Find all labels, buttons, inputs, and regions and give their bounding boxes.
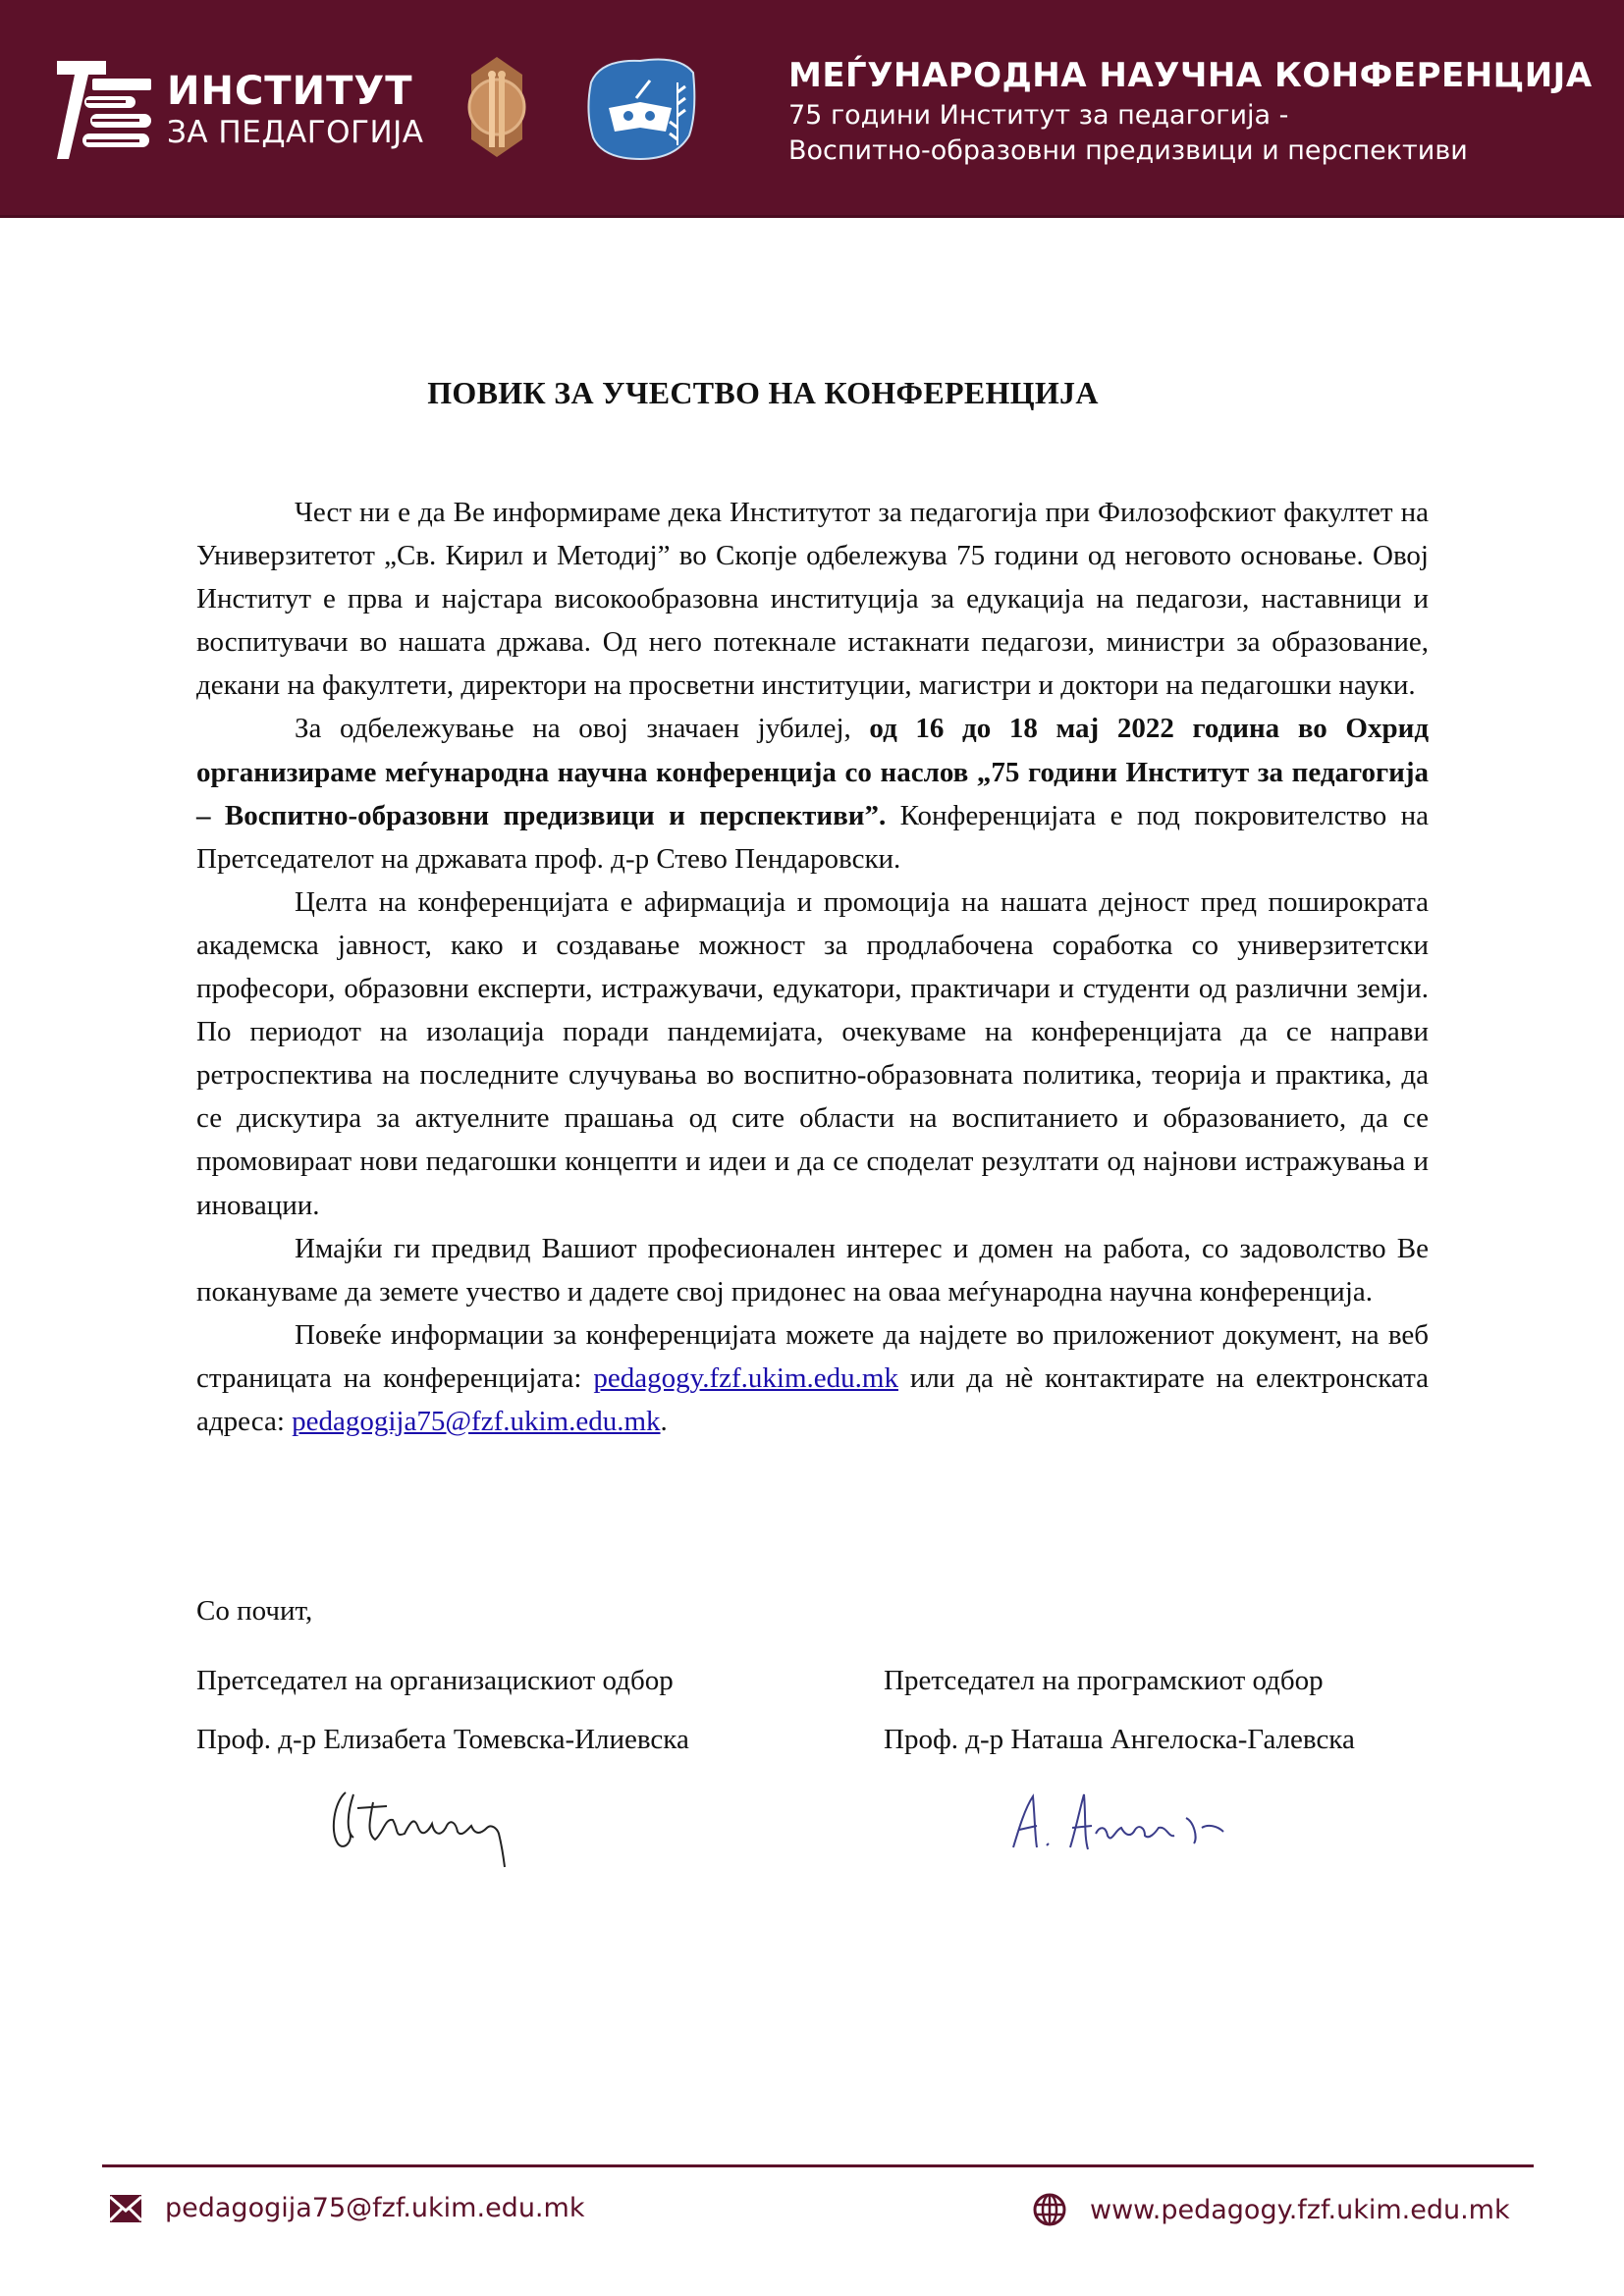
- document-title-text: ПОВИК ЗА УЧЕСТВО НА КОНФЕРЕНЦИЈА: [427, 375, 1099, 410]
- conference-subtitle-line1: 75 години Институт за педагогија -: [788, 100, 1289, 131]
- 75-books-icon: [57, 61, 165, 159]
- conference-subtitle-line2: Воспитно-образовни предизвици и перспективи: [788, 135, 1468, 166]
- conference-title: МЕЃУНАРОДНА НАУЧНА КОНФЕРЕНЦИЈА: [788, 56, 1593, 95]
- signature-tomevska-icon: [324, 1773, 560, 1871]
- conference-title-block: [788, 53, 1593, 169]
- paragraph-4: Имајќи ги предвид Вашиот професионален интерес и домен на работа, со задоволство Ве покануваме да земете учество и дадете свој придонес на оваа меѓународна научна конференција.: [196, 1232, 1429, 1308]
- paragraph-2-intro: За одбележување на овој значаен јубилеј,: [295, 713, 870, 745]
- paragraph-5-intro: Повеќе информации за конференцијата можете да најдете во приложениот документ, на веб страницата на конференцијата:: [196, 1318, 1429, 1394]
- globe-icon: [1033, 2193, 1066, 2226]
- footer-website[interactable]: [1033, 2193, 1510, 2226]
- footer-email[interactable]: [110, 2193, 584, 2223]
- footer-email-text[interactable]: pedagogija75@fzf.ukim.edu.mk: [165, 2193, 585, 2223]
- header-banner: [0, 0, 1624, 218]
- footer-divider: [102, 2164, 1534, 2167]
- signatory-right: [884, 1651, 1355, 1769]
- paragraph-3: Целта на конференцијата е афирмација и промоција на нашата дејност пред поширократа академска јавност, како и создавање можност за продлабочена соработка со универзитетски професори, образовни експерти, истражувачи, едукатори, практичари и студенти од различни земји. По периодот на изолација поради пандемијата, очекуваме на конференцијата да се направи ретроспектива на последните случувања во воспитно-образовната политика, теорија и практика, да се дискутира за актуелните прашања од сите области на воспитанието и образованието, да се промовираат нови педагошки концепти и идеи и да се споделат резултати од најнови истражувања и иновации.: [196, 885, 1429, 1221]
- website-link[interactable]: pedagogy.fzf.ukim.edu.mk: [593, 1362, 898, 1394]
- signatory-name: Проф. д-р Наташа Ангелоска-Галевска: [884, 1724, 1355, 1755]
- footer-website-text[interactable]: www.pedagogy.fzf.ukim.edu.mk: [1090, 2194, 1510, 2225]
- logo-line-2: ЗА ПЕДАГОГИЈА: [167, 115, 424, 150]
- signatory-name: Проф. д-р Елизабета Томевска-Илиевска: [196, 1724, 689, 1755]
- document-title: [0, 375, 1624, 411]
- paragraph-2-bold: од 16 до 18 мај 2022 година во Охрид организираме меѓународна научна конференција со наслов „75 години Институт за педагогија – Воспитно-образовни предизвици и перспективи”.: [196, 713, 1429, 831]
- university-seal-icon: [465, 53, 528, 161]
- letter-body: [196, 491, 1429, 1443]
- paragraph-5-end: .: [660, 1405, 668, 1437]
- signatory-left: [196, 1651, 689, 1769]
- closing-salutation: Со почит,: [196, 1595, 313, 1627]
- signature-angeloska-icon: [1001, 1779, 1257, 1867]
- faculty-of-philosophy-logo: [581, 53, 701, 165]
- envelope-icon: [110, 2195, 141, 2222]
- paragraph-5-middle: или да нè контактирате на електронската адреса:: [196, 1362, 1429, 1437]
- logo-line-1: ИНСТИТУТ: [167, 69, 413, 114]
- institute-logo: [57, 61, 430, 159]
- paragraph-1: Чест ни е да Ве информираме дека Институтот за педагогија при Филозофскиот факултет на Универзитетот „Св. Кирил и Методиј” во Скопје одбележува 75 години од неговото основање. Овој Институт е прва и најстара високообразовна институција за едукација на педагози, наставници и воспитувачи во нашата држава. Од него потекнале истакнати педагози, министри за образование, декани на факултети, директори на просветни институции, магистри и доктори на педагошки науки.: [196, 497, 1429, 702]
- email-link[interactable]: pedagogija75@fzf.ukim.edu.mk: [292, 1405, 661, 1437]
- paragraph-5: [196, 1313, 1429, 1443]
- signatory-role: Претседател на организацискиот одбор: [196, 1665, 674, 1696]
- paragraph-2-end: Конференцијата е под покровителство на Претседателот на државата проф. д-р Стево Пендаровски.: [196, 799, 1430, 875]
- signatory-role: Претседател на програмскиот одбор: [884, 1665, 1324, 1696]
- paragraph-2: [196, 707, 1429, 880]
